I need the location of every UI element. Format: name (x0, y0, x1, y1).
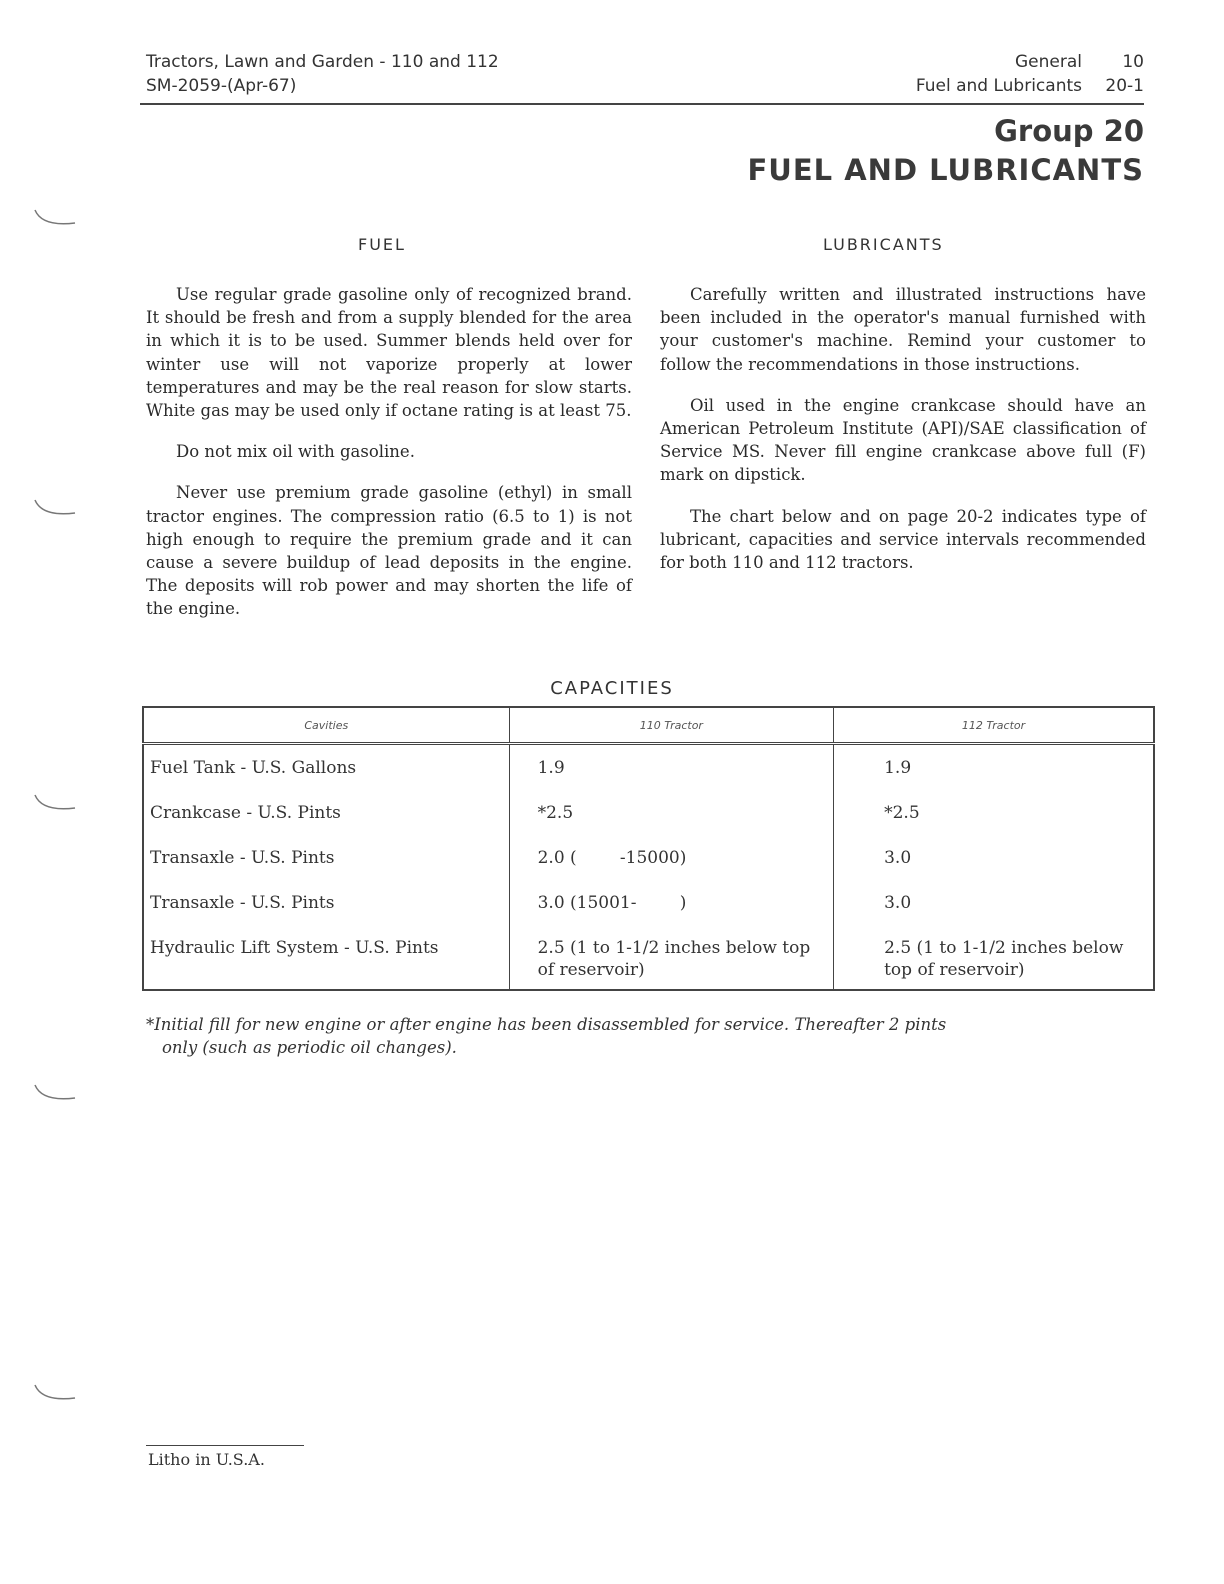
table-cell: 3.0 (884, 893, 912, 913)
lubricants-column (660, 283, 1146, 592)
table-header-cell: Cavities (143, 707, 509, 744)
group-subtitle: FUEL AND LUBRICANTS (747, 153, 1144, 187)
capacities-table (142, 706, 1155, 991)
litho-rule (146, 1445, 304, 1446)
page-label: Fuel and Lubricants (915, 76, 1082, 96)
fuel-paragraph: Use regular grade gasoline only of recognized brand. It should be fresh and from a supply blended for the area in which it is to be used. Summer blends held over for winter use will not vaporize properly at lower temperatures and may be the real reason for slow starts. White gas may be used only if octane rating is at least 75. (146, 285, 632, 421)
section-label: General (1015, 52, 1082, 72)
punch-hole-mark (30, 1080, 80, 1110)
lubricants-paragraph: The chart below and on page 20-2 indicates type of lubricant, capacities and service intervals recommended for both 110 and 112 tractors. (660, 506, 1146, 573)
table-header-row (143, 707, 1154, 744)
footnote-line: *Initial fill for new engine or after engine has been disassembled for service. Thereafter 2 pints (146, 1015, 947, 1034)
table-cell: 2.0 ( -15000) (509, 835, 834, 880)
fuel-heading: FUEL (358, 235, 406, 254)
punch-hole-mark (30, 205, 80, 235)
table-cell: *2.5 (884, 803, 920, 823)
manual-code: SM-2059-(Apr-67) (146, 76, 297, 96)
table-header-cell: 110 Tractor (509, 707, 834, 744)
table-cell: 3.0 (884, 848, 912, 868)
section-number: 10 (1122, 52, 1144, 72)
litho-text: Litho in U.S.A. (148, 1450, 265, 1469)
table-cell: Transaxle - U.S. Pints (143, 880, 509, 925)
group-title: Group 20 (994, 114, 1144, 148)
table-row (143, 744, 1154, 791)
footnote (146, 1013, 1146, 1059)
lubricants-paragraph: Carefully written and illustrated instructions have been included in the operator's manual furnished with your customer's machine. Remind your customer to follow the recommendations in those instructions. (660, 285, 1146, 374)
page-number: 20-1 (1105, 76, 1144, 96)
table-cell: Crankcase - U.S. Pints (143, 790, 509, 835)
header-rule (140, 103, 1144, 105)
punch-hole-mark (30, 1380, 80, 1410)
table-cell: 1.9 (509, 744, 834, 791)
table-cell: 3.0 (15001- ) (509, 880, 834, 925)
fuel-paragraph: Never use premium grade gasoline (ethyl) in small tractor engines. The compression ratio (6.5 to 1) is not high enough to require the premium grade and it can cause a severe buildup of lead deposits in the engine. The deposits will rob power and may shorten the life of the engine. (146, 483, 632, 619)
header-section-row (916, 50, 1144, 74)
table-cell: 2.5 (1 to 1-1/2 inches below top of reservoir) (884, 938, 1124, 980)
header-right (916, 50, 1144, 98)
table-cell: 1.9 (884, 758, 912, 778)
table-row (143, 835, 1154, 880)
group-title-block (747, 112, 1144, 190)
lubricants-paragraph: Oil used in the engine crankcase should have an American Petroleum Institute (API)/SAE classification of Service MS. Never fill engine crankcase above full (F) mark on dipstick. (660, 395, 1146, 485)
capacities-title: CAPACITIES (550, 678, 674, 699)
punch-hole-mark (30, 495, 80, 525)
lubricants-heading: LUBRICANTS (823, 235, 944, 254)
header-left (146, 50, 499, 98)
punch-hole-mark (30, 790, 80, 820)
table-row (143, 880, 1154, 925)
fuel-paragraph: Do not mix oil with gasoline. (176, 442, 415, 462)
table-header-cell: 112 Tractor (834, 707, 1154, 744)
footnote-line: only (such as periodic oil changes). (162, 1038, 457, 1057)
header-page-row (916, 74, 1144, 98)
manual-title: Tractors, Lawn and Garden - 110 and 112 (146, 52, 499, 72)
table-row (143, 925, 1154, 990)
table-cell: Fuel Tank - U.S. Gallons (143, 744, 509, 791)
table-cell: 2.5 (1 to 1-1/2 inches below top of reservoir) (509, 925, 834, 990)
table-cell: Hydraulic Lift System - U.S. Pints (143, 925, 509, 990)
table-cell: Transaxle - U.S. Pints (143, 835, 509, 880)
fuel-column (146, 283, 632, 639)
table-cell: *2.5 (509, 790, 834, 835)
table-row (143, 790, 1154, 835)
